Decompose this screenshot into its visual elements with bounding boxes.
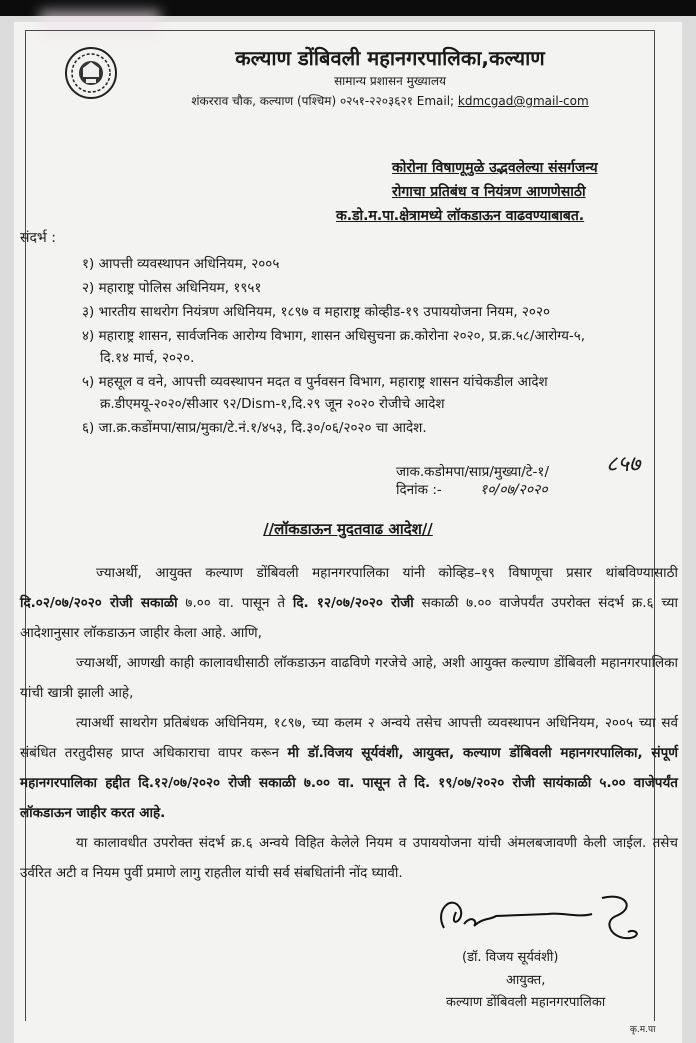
municipal-emblem-icon: [64, 46, 118, 100]
subject-line-3: क.डो.म.पा.क्षेत्रामध्ये लॉकडाऊन वाढवण्याबाबत.: [336, 208, 585, 224]
p1-text-a: ज्याअर्थी, आयुक्त कल्याण डोंबिवली महानगरपालिका यांनी कोव्हिड–१९ विषाणूचा प्रसार थांबविण्यासाठी: [96, 565, 678, 581]
reference-item-cont: क्र.डीएमयू-२०२०/सीआर ९२/Dism-१,दि.२९ जून २०२० रोजीचे आदेश: [100, 396, 445, 412]
paragraph-2: ज्याअर्थी, आणखी काही कालावधीसाठी लॉकडाऊन वाढविणे गरजेचे आहे, अशी आयुक्त कल्याण डोंबिवली महानगरपालिका यांची खात्री झाली आहे,: [20, 655, 678, 701]
subject-line-1: कोरोना विषाणूमुळे उद्भवलेल्या संसर्गजन्य: [392, 160, 598, 176]
org-name: कल्याण डोंबिवली महानगरपालिका,कल्याण: [235, 46, 545, 70]
reference-item: ३) भारतीय साथरोग नियंत्रण अधिनियम, १८९७ व महाराष्ट्र कोव्हीड-१९ उपाययोजना नियम, २०२०: [82, 304, 550, 320]
p1-date-from: दि.०२/०७/२०२० रोजी सकाळी: [20, 595, 178, 611]
date-label: दिनांक :-: [396, 482, 442, 498]
p1-date-to: दि. १२/०७/२०२० रोजी: [292, 595, 414, 611]
p3-text-a: त्याअर्थी साथरोग प्रतिबंधक अधिनियम, १८९७, च्या कलम २ अन्वये तसेच आपत्ती व्यवस्थापन अधिनियम, २००५ च्या सर्व संबंधित तरतुदीसह प्राप्त अधिकाराचा वापर करून: [20, 715, 678, 761]
reference-item: ५) महसूल व वने, आपत्ती व्यवस्थापन मदत व पुर्नवसन विभाग, महाराष्ट्र शासन यांचेकडील आदेश: [82, 374, 548, 390]
paragraph-3: [20, 708, 678, 828]
p3-order-bold: मी डॉ.विजय सूर्यवंशी, आयुक्त, कल्याण डोंबिवली महानगरपालिका, संपूर्ण महानगरपालिका हद्दीत दि.१२/०७/२०२० रोजी सकाळी ७.०० वा. पासून ते दि. १९/०७/२०२० रोजी सायंकाळी ५.०० वाजेपर्यंत लॉकडाऊन जाहीर करत आहे.: [20, 745, 678, 821]
signatory-organization: कल्याण डोंबिवली महानगरपालिका: [446, 995, 606, 1010]
order-title: //लॉकडाऊन मुदतवाढ आदेश//: [263, 520, 433, 538]
signatory-name: (डॉ. विजय सूर्यवंशी): [462, 950, 559, 965]
office-name: सामान्य प्रशासन मुख्यालय: [334, 74, 446, 88]
outward-number-handwritten: ८५७: [606, 452, 641, 477]
subject-line-2: रोगाचा प्रतिबंध व नियंत्रण आणणेसाठी: [392, 184, 586, 200]
p1-text-c: ७.०० वा. पासून ते: [185, 595, 286, 611]
paragraph-4: या कालावधीत उपरोक्त संदर्भ क्र.६ अन्वये विहित केलेले नियम व उपाययोजना यांची अंमलबजावणी केली जाईल. तसेच उर्वरित अटी व नियम पुर्वी प्रमाणे लागु राहतील यांची सर्व संबधितांनी नोंद घ्यावी.: [20, 835, 678, 881]
outward-number-label: जाक.कडोमपा/साप्र/मुख्या/टे-१/: [396, 464, 549, 480]
reference-item: २) महाराष्ट्र पोलिस अधिनियम, १९५१: [82, 280, 262, 296]
references-label: संदर्भ :: [20, 230, 56, 246]
reference-item-cont: दि.१४ मार्च, २०२०.: [100, 350, 195, 366]
date-value: १०/०७/२०२०: [480, 482, 548, 498]
address-line: [160, 92, 620, 109]
address-text: शंकरराव चौक, कल्याण (पश्चिम) ०२५१-२२०३६२१ Email;: [191, 94, 455, 108]
handwritten-signature: [430, 888, 650, 950]
reference-item: १) आपत्ती व्यवस्थापन अधिनियम, २००५: [82, 256, 280, 272]
p1-text-e: सकाळी ७.०० वाजेपर्यंत उपरोक्त संदर्भ क्र.६ च्या आदेशानुसार लॉकडाऊन जाहीर केला आहे. आणि,: [20, 595, 679, 641]
signatory-title: आयुक्त,: [506, 973, 546, 988]
paragraph-1: [20, 558, 678, 648]
email-address: kdmcgad@gmail-com: [457, 94, 589, 108]
footer-mark: कृ.म.पा: [630, 1025, 656, 1035]
reference-item: ४) महाराष्ट्र शासन, सार्वजनिक आरोग्य विभाग, शासन अधिसुचना क्र.कोरोना २०२०, प्र.क्र.५८/आरोग्य-५,: [82, 328, 586, 344]
reference-item: ६) जा.क्र.कडोंमपा/साप्र/मुका/टे.नं.१/४५३, दि.३०/०६/२०२० चा आदेश.: [82, 420, 427, 436]
